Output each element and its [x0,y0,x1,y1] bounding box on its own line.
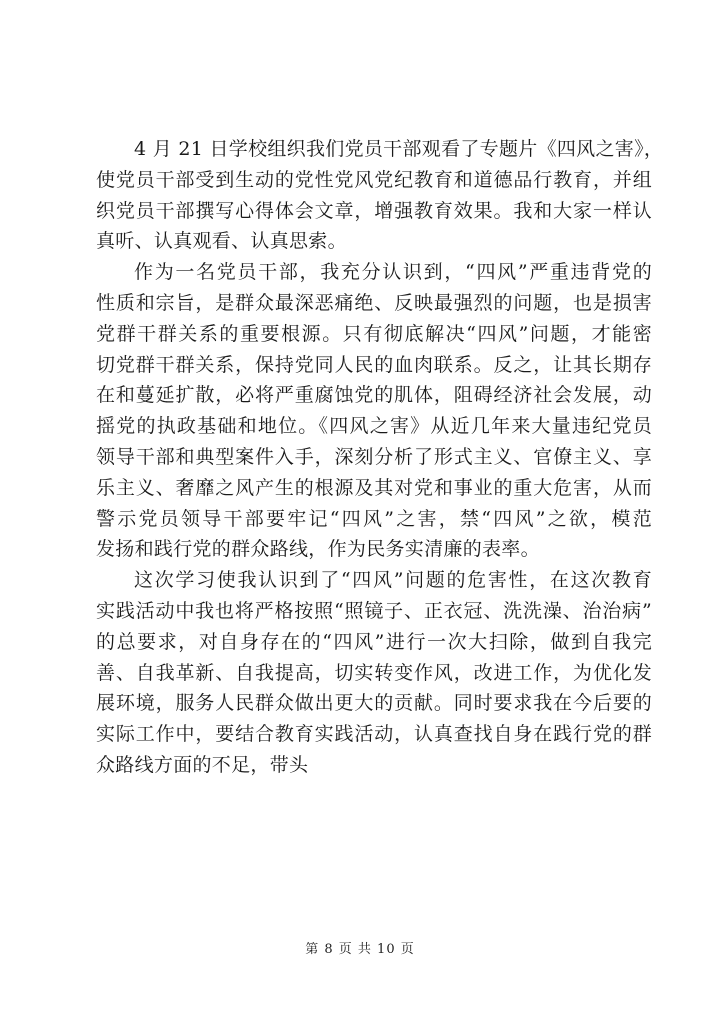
paragraph-line: 在和蔓延扩散，必将严重腐蚀党的肌体，阻碍经济社会发展，动 [96,384,652,407]
paragraph-line: 这次学习使我认识到了“四风”问题的危害性，在这次教育 [134,569,652,592]
paragraph-line: 真听、认真观看、认真思索。 [96,230,347,253]
paragraph-line: 实际工作中，要结合教育实践活动，认真查找自身在践行党的群 [96,723,652,746]
paragraph-line: 党群干群关系的重要根源。只有彻底解决“四风”问题，才能密 [96,322,652,345]
paragraph-line: 使党员干部受到生动的党性党风党纪教育和道德品行教育，并组 [96,168,652,191]
paragraph-line: 警示党员领导干部要牢记“四风”之害，禁“四风”之欲，模范 [96,507,652,530]
paragraph-line: 发扬和践行党的群众路线，作为民务实清廉的表率。 [96,538,540,561]
paragraph-line: 众路线方面的不足，带头 [96,753,309,776]
paragraph-line: 切党群干群关系，保持党同人民的血肉联系。反之，让其长期存 [96,353,652,376]
paragraph-line: 乐主义、奢靡之风产生的根源及其对党和事业的重大危害，从而 [96,476,652,499]
paragraph-line: 领导干部和典型案件入手，深刻分析了形式主义、官僚主义、享 [96,445,652,468]
paragraph-line: 展环境，服务人民群众做出更大的贡献。同时要求我在今后要的 [96,692,652,715]
paragraph-line: 织党员干部撰写心得体会文章，增强教育效果。我和大家一样认 [96,199,652,222]
paragraph-line: 摇党的执政基础和地位。《四风之害》从近几年来大量违纪党员 [96,415,652,438]
paragraph-line: 的总要求，对自身存在的“四风”进行一次大扫除，做到自我完 [96,630,652,653]
page-number-footer: 第 8 页 共 10 页 [305,942,415,957]
paragraph-line: 4 月 21 日学校组织我们党员干部观看了专题片《四风之害》， [134,138,664,160]
paragraph-line: 性质和宗旨，是群众最深恶痛绝、反映最强烈的问题，也是损害 [96,291,652,314]
body-text [96,134,664,781]
paragraph-line: 实践活动中我也将严格按照“照镜子、正衣冠、洗洗澡、治治病” [96,599,652,622]
paragraph-line: 善、自我革新、自我提高，切实转变作风，改进工作，为优化发 [96,661,652,684]
paragraph-line: 作为一名党员干部，我充分认识到，“四风”严重违背党的 [134,261,652,284]
